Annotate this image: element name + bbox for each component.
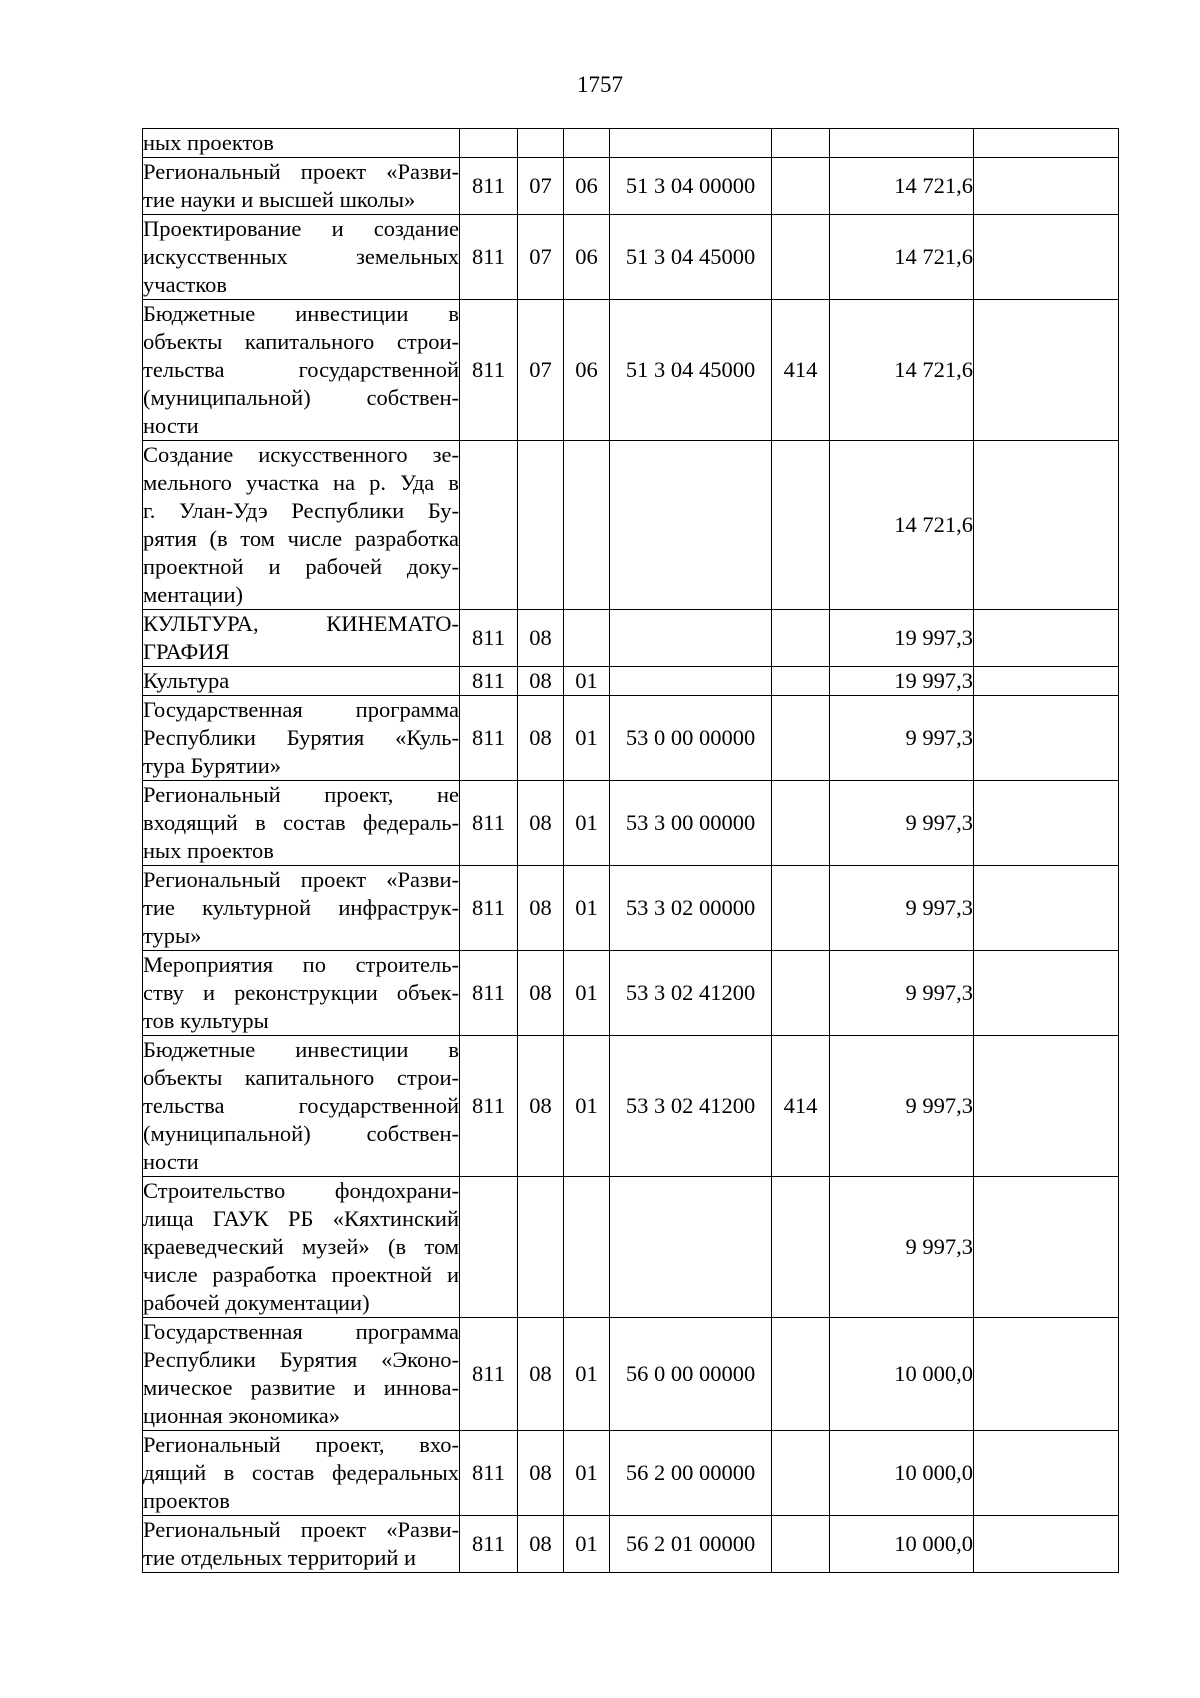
amount: 9 997,3 xyxy=(830,781,974,866)
item-name-line: (муниципальной) собствен- xyxy=(143,1121,459,1146)
item-name-line: Бюджетные инвестиции в xyxy=(143,1037,459,1062)
table-row xyxy=(143,129,1119,158)
table-body xyxy=(143,129,1119,1573)
grbs-code xyxy=(460,441,518,610)
item-name xyxy=(143,781,460,866)
subsection-code: 01 xyxy=(564,1431,610,1516)
subsection-code: 06 xyxy=(564,158,610,215)
empty-cell xyxy=(974,696,1119,781)
subsection-code xyxy=(564,1177,610,1318)
amount xyxy=(830,129,974,158)
grbs-code: 811 xyxy=(460,667,518,696)
item-name-line: ству и реконструкции объек- xyxy=(143,980,459,1005)
empty-cell xyxy=(974,1516,1119,1573)
amount: 9 997,3 xyxy=(830,1177,974,1318)
section-code: 08 xyxy=(518,1516,564,1573)
item-name xyxy=(143,1318,460,1431)
expense-type-code xyxy=(772,866,830,951)
amount: 9 997,3 xyxy=(830,1036,974,1177)
item-name-line: ГРАФИЯ xyxy=(143,639,230,664)
expense-type-code xyxy=(772,696,830,781)
section-code: 08 xyxy=(518,866,564,951)
table-row xyxy=(143,781,1119,866)
target-article-code: 56 2 01 00000 xyxy=(610,1516,772,1573)
grbs-code: 811 xyxy=(460,866,518,951)
table-row xyxy=(143,215,1119,300)
expense-type-code xyxy=(772,951,830,1036)
expense-type-code xyxy=(772,1431,830,1516)
item-name-line: тельства государственной xyxy=(143,1093,459,1118)
expense-type-code xyxy=(772,781,830,866)
subsection-code: 01 xyxy=(564,781,610,866)
empty-cell xyxy=(974,1318,1119,1431)
grbs-code: 811 xyxy=(460,158,518,215)
section-code: 07 xyxy=(518,215,564,300)
target-article-code: 51 3 04 45000 xyxy=(610,300,772,441)
subsection-code: 06 xyxy=(564,215,610,300)
grbs-code xyxy=(460,1177,518,1318)
item-name-line: Культура xyxy=(143,668,230,693)
grbs-code: 811 xyxy=(460,696,518,781)
item-name-line: ционная экономика» xyxy=(143,1403,341,1428)
item-name-line: Государственная программа xyxy=(143,697,459,722)
target-article-code: 56 2 00 00000 xyxy=(610,1431,772,1516)
expense-type-code xyxy=(772,610,830,667)
amount: 14 721,6 xyxy=(830,300,974,441)
item-name-line: тие науки и высшей школы» xyxy=(143,187,416,212)
item-name xyxy=(143,441,460,610)
expense-type-code xyxy=(772,129,830,158)
item-name-line: Региональный проект «Разви- xyxy=(143,867,459,892)
amount: 9 997,3 xyxy=(830,951,974,1036)
section-code: 07 xyxy=(518,300,564,441)
page-number: 1757 xyxy=(577,72,623,97)
item-name-line: проектной и рабочей доку- xyxy=(143,554,459,579)
target-article-code xyxy=(610,1177,772,1318)
item-name-line: тельства государственной xyxy=(143,357,459,382)
item-name xyxy=(143,215,460,300)
section-code: 08 xyxy=(518,610,564,667)
section-code: 08 xyxy=(518,951,564,1036)
target-article-code: 53 0 00 00000 xyxy=(610,696,772,781)
expense-type-code xyxy=(772,1177,830,1318)
table-row xyxy=(143,1431,1119,1516)
item-name-line: объекты капитального строи- xyxy=(143,1065,459,1090)
expense-type-code xyxy=(772,667,830,696)
item-name-line: ности xyxy=(143,1149,199,1174)
item-name-line: тие отдельных территорий и xyxy=(143,1545,417,1570)
item-name xyxy=(143,866,460,951)
subsection-code: 01 xyxy=(564,951,610,1036)
item-name-line: искусственных земельных xyxy=(143,244,459,269)
table-row xyxy=(143,1177,1119,1318)
item-name xyxy=(143,1036,460,1177)
empty-cell xyxy=(974,951,1119,1036)
empty-cell xyxy=(974,866,1119,951)
target-article-code: 53 3 02 41200 xyxy=(610,951,772,1036)
amount: 10 000,0 xyxy=(830,1318,974,1431)
subsection-code: 01 xyxy=(564,696,610,781)
item-name-line: дящий в состав федеральных xyxy=(143,1460,459,1485)
item-name-line: КУЛЬТУРА, КИНЕМАТО- xyxy=(143,611,459,636)
target-article-code: 53 3 02 41200 xyxy=(610,1036,772,1177)
empty-cell xyxy=(974,441,1119,610)
item-name-line: тура Бурятии» xyxy=(143,753,282,778)
amount: 9 997,3 xyxy=(830,866,974,951)
item-name-line: Мероприятия по строитель- xyxy=(143,952,459,977)
grbs-code xyxy=(460,129,518,158)
item-name-line: Бюджетные инвестиции в xyxy=(143,301,459,326)
item-name-line: тие культурной инфраструк- xyxy=(143,895,459,920)
subsection-code xyxy=(564,129,610,158)
amount: 14 721,6 xyxy=(830,215,974,300)
target-article-code xyxy=(610,667,772,696)
empty-cell xyxy=(974,781,1119,866)
item-name-line: Республики Бурятия «Эконо- xyxy=(143,1347,459,1372)
item-name xyxy=(143,667,460,696)
item-name-line: Государственная программа xyxy=(143,1319,459,1344)
item-name-line: ных проектов xyxy=(143,838,274,863)
amount: 14 721,6 xyxy=(830,441,974,610)
empty-cell xyxy=(974,300,1119,441)
target-article-code xyxy=(610,441,772,610)
grbs-code: 811 xyxy=(460,300,518,441)
section-code: 07 xyxy=(518,158,564,215)
item-name-line: ных проектов xyxy=(143,130,274,155)
table-row xyxy=(143,1318,1119,1431)
section-code xyxy=(518,441,564,610)
grbs-code: 811 xyxy=(460,1516,518,1573)
item-name xyxy=(143,1516,460,1573)
item-name-line: г. Улан-Удэ Республики Бу- xyxy=(143,498,459,523)
item-name-line: лища ГАУК РБ «Кяхтинский xyxy=(143,1206,459,1231)
item-name-line: входящий в состав федераль- xyxy=(143,810,459,835)
item-name xyxy=(143,1431,460,1516)
grbs-code: 811 xyxy=(460,951,518,1036)
subsection-code: 01 xyxy=(564,1516,610,1573)
expense-type-code xyxy=(772,158,830,215)
table-row xyxy=(143,1036,1119,1177)
empty-cell xyxy=(974,215,1119,300)
item-name-line: ментации) xyxy=(143,582,243,607)
grbs-code: 811 xyxy=(460,215,518,300)
section-code: 08 xyxy=(518,667,564,696)
expense-type-code xyxy=(772,215,830,300)
item-name-line: туры» xyxy=(143,923,202,948)
item-name-line: Региональный проект, вхо- xyxy=(143,1432,459,1457)
item-name-line: ности xyxy=(143,413,199,438)
item-name-line: участков xyxy=(143,272,228,297)
section-code xyxy=(518,1177,564,1318)
item-name xyxy=(143,1177,460,1318)
target-article-code xyxy=(610,129,772,158)
section-code xyxy=(518,129,564,158)
item-name-line: Создание искусственного зе- xyxy=(143,442,459,467)
item-name-line: мическое развитие и иннова- xyxy=(143,1375,459,1400)
expense-type-code: 414 xyxy=(772,1036,830,1177)
expense-type-code xyxy=(772,1516,830,1573)
target-article-code xyxy=(610,610,772,667)
item-name xyxy=(143,696,460,781)
amount: 19 997,3 xyxy=(830,667,974,696)
item-name-line: Региональный проект «Разви- xyxy=(143,159,459,184)
amount: 9 997,3 xyxy=(830,696,974,781)
target-article-code: 56 0 00 00000 xyxy=(610,1318,772,1431)
item-name-line: Региональный проект, не xyxy=(143,782,459,807)
table-row xyxy=(143,158,1119,215)
section-code: 08 xyxy=(518,781,564,866)
amount: 10 000,0 xyxy=(830,1516,974,1573)
item-name-line: Республики Бурятия «Куль- xyxy=(143,725,459,750)
subsection-code: 01 xyxy=(564,667,610,696)
section-code: 08 xyxy=(518,1431,564,1516)
table-row xyxy=(143,610,1119,667)
grbs-code: 811 xyxy=(460,1318,518,1431)
expense-type-code: 414 xyxy=(772,300,830,441)
empty-cell xyxy=(974,610,1119,667)
item-name xyxy=(143,158,460,215)
subsection-code xyxy=(564,610,610,667)
item-name xyxy=(143,129,460,158)
item-name-line: (муниципальной) собствен- xyxy=(143,385,459,410)
expense-type-code xyxy=(772,1318,830,1431)
subsection-code: 06 xyxy=(564,300,610,441)
empty-cell xyxy=(974,1431,1119,1516)
table-row xyxy=(143,866,1119,951)
grbs-code: 811 xyxy=(460,1036,518,1177)
target-article-code: 53 3 02 00000 xyxy=(610,866,772,951)
grbs-code: 811 xyxy=(460,610,518,667)
empty-cell xyxy=(974,1177,1119,1318)
item-name-line: рятия (в том числе разработка xyxy=(143,526,459,551)
grbs-code: 811 xyxy=(460,1431,518,1516)
item-name xyxy=(143,300,460,441)
empty-cell xyxy=(974,1036,1119,1177)
section-code: 08 xyxy=(518,1036,564,1177)
table-row xyxy=(143,300,1119,441)
table-row xyxy=(143,951,1119,1036)
subsection-code xyxy=(564,441,610,610)
section-code: 08 xyxy=(518,696,564,781)
budget-table xyxy=(142,128,1119,1573)
table-row xyxy=(143,696,1119,781)
item-name-line: объекты капитального строи- xyxy=(143,329,459,354)
item-name-line: тов культуры xyxy=(143,1008,269,1033)
table-row xyxy=(143,667,1119,696)
amount: 19 997,3 xyxy=(830,610,974,667)
subsection-code: 01 xyxy=(564,1318,610,1431)
target-article-code: 51 3 04 45000 xyxy=(610,215,772,300)
item-name-line: Проектирование и создание xyxy=(143,216,459,241)
section-code: 08 xyxy=(518,1318,564,1431)
empty-cell xyxy=(974,158,1119,215)
item-name-line: рабочей документации) xyxy=(143,1290,370,1315)
empty-cell xyxy=(974,667,1119,696)
item-name-line: проектов xyxy=(143,1488,230,1513)
item-name xyxy=(143,951,460,1036)
item-name-line: Региональный проект «Разви- xyxy=(143,1517,459,1542)
amount: 10 000,0 xyxy=(830,1431,974,1516)
item-name-line: Строительство фондохрани- xyxy=(143,1178,459,1203)
table-row xyxy=(143,441,1119,610)
subsection-code: 01 xyxy=(564,1036,610,1177)
table-row xyxy=(143,1516,1119,1573)
empty-cell xyxy=(974,129,1119,158)
subsection-code: 01 xyxy=(564,866,610,951)
target-article-code: 53 3 00 00000 xyxy=(610,781,772,866)
amount: 14 721,6 xyxy=(830,158,974,215)
item-name-line: числе разработка проектной и xyxy=(143,1262,459,1287)
grbs-code: 811 xyxy=(460,781,518,866)
item-name-line: мельного участка на р. Уда в xyxy=(143,470,459,495)
item-name xyxy=(143,610,460,667)
target-article-code: 51 3 04 00000 xyxy=(610,158,772,215)
expense-type-code xyxy=(772,441,830,610)
item-name-line: краеведческий музей» (в том xyxy=(143,1234,459,1259)
